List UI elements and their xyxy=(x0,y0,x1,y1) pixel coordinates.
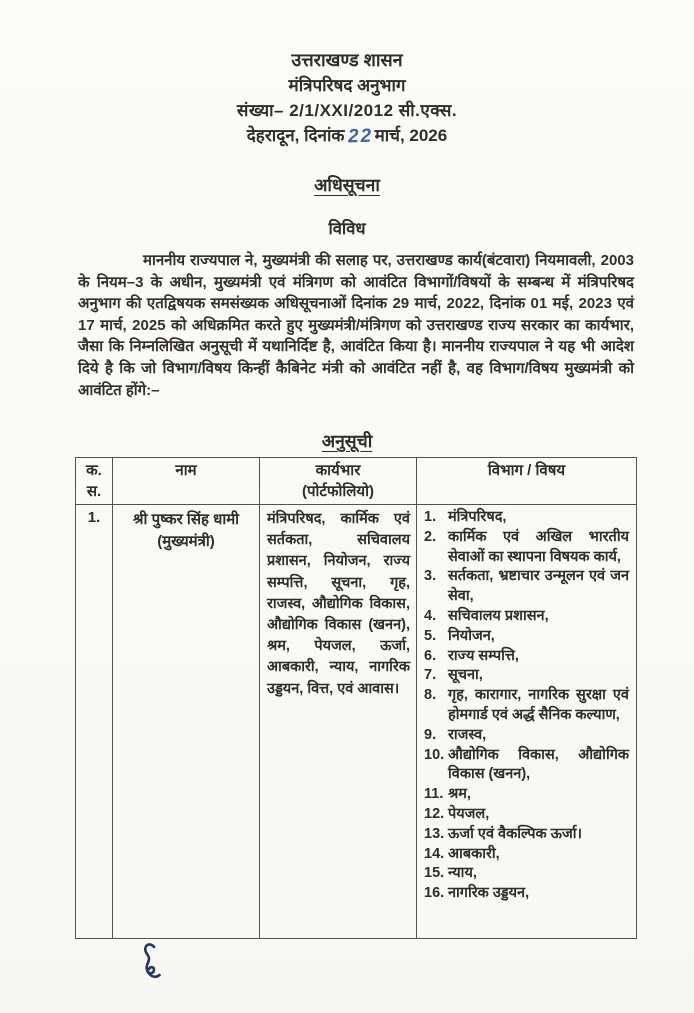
handwritten-date-day: 22 xyxy=(348,125,374,148)
department-item: 1. मंत्रिपरिषद, xyxy=(424,509,507,525)
cell-minister-name xyxy=(113,505,260,939)
handwritten-paraph-mark-icon xyxy=(138,941,170,989)
department-item: 14. आबकारी, xyxy=(424,845,500,862)
header-serial-number xyxy=(76,458,113,505)
cell-departments xyxy=(417,505,637,939)
department-item: 11. श्रम, xyxy=(424,786,471,803)
department-item: 13. ऊर्जा एवं वैकल्पिक ऊर्जा। xyxy=(424,825,583,842)
letterhead xyxy=(0,48,694,148)
allocation-table xyxy=(75,457,637,939)
department-item: 4. सचिवालय प्रशासन, xyxy=(424,607,549,624)
place-date-prefix: देहरादून, दिनांक xyxy=(246,126,345,145)
department-item: 12. पेयजल, xyxy=(424,805,490,822)
notification-number: संख्या– 2/1/XXI/2012 सी.एक्स. xyxy=(236,101,458,120)
table-header-row xyxy=(76,458,637,505)
header-serial-line1: क. xyxy=(86,462,102,479)
header-portfolio-line1: कार्यभार xyxy=(315,462,361,479)
government-name: उत्तराखण्ड शासन xyxy=(291,50,403,70)
header-portfolio-line2: (पोर्टफोलियो) xyxy=(301,483,375,500)
header-portfolio xyxy=(260,458,417,505)
department-section-name: मंत्रिपरिषद अनुभाग xyxy=(288,76,406,95)
department-item: 6. राज्य सम्पत्ति, xyxy=(424,647,519,664)
cell-portfolio: मंत्रिपरिषद, कार्मिक एवं सर्तकता, सचिवालय प्रशासन, नियोजन, राज्य सम्पत्ति, सूचना, गृह, राजस्व, औद्योगिक विकास, औद्योगिक विकास (खनन), श्रम, पेयजल, ऊर्जा, आबकारी, न्याय, नागरिक उड्डयन, वित्त, एवं आवास। xyxy=(260,505,417,939)
departments-list xyxy=(421,508,633,904)
notification-title: अधिसूचना xyxy=(314,175,380,195)
minister-name: श्री पुष्कर सिंह धामी xyxy=(132,511,240,528)
department-item: 2. कार्मिक एवं अखिल भारतीय सेवाओं का स्थापना विषयक कार्य, xyxy=(424,528,629,565)
department-item: 7. सूचना, xyxy=(424,667,483,684)
cell-serial-number: 1. xyxy=(76,505,113,939)
table-row xyxy=(76,505,637,939)
department-item: 8. गृह, कारागार, नागरिक सुरक्षा एवं होमगार्ड एवं अर्द्ध सैनिक कल्याण, xyxy=(424,687,629,723)
place-date-suffix: मार्च, 2026 xyxy=(374,126,448,145)
department-item: 5. नियोजन, xyxy=(424,627,495,644)
schedule-title: अनुसूची xyxy=(321,431,373,451)
header-departments: विभाग / विषय xyxy=(417,458,637,505)
notification-body-paragraph: माननीय राज्यपाल ने, मुख्यमंत्री की सलाह पर, उत्तराखण्ड कार्य(बंटवारा) नियमावली, 2003 के नियम–3 के अधीन, मुख्यमंत्री एवं मंत्रिगण को आवंटित विभागों/विषयों के सम्बन्ध में मंत्रिपरिषद अनुभाग की एतद्विषयक समसंख्यक अधिसूचनाओं दिनांक 29 मार्च, 2022, दिनांक 01 मई, 2023 एवं 17 मार्च, 2025 को अधिक्रमित करते हुए मुख्यमंत्री/मंत्रिगण को उत्तराखण्ड राज्य सरकार का कार्यभार, जैसा कि निम्नलिखित अनुसूची में यथानिर्दिष्ट है, आवंटित किया है। माननीय राज्यपाल ने यह भी आदेश दिये है कि जो विभाग/विषय किन्हीं कैबिनेट मंत्री को आवंटित नहीं है, वह विभाग/विषय मुख्यमंत्री को आवंटित होंगे:– xyxy=(78,252,634,399)
department-item: 10. औद्योगिक विकास, औद्योगिक विकास (खनन), xyxy=(424,746,629,783)
department-item: 16. नागरिक उड्डयन, xyxy=(424,885,530,902)
department-item: 9. राजस्व, xyxy=(424,726,487,743)
header-name: नाम xyxy=(113,458,260,505)
department-item: 15. न्याय, xyxy=(424,865,477,882)
notification-subtitle: विविध xyxy=(328,220,366,238)
header-serial-line2: स. xyxy=(86,483,102,500)
place-and-date-line xyxy=(0,123,694,148)
department-item: 3. सर्तकता, भ्रष्टाचार उन्मूलन एवं जन सेवा, xyxy=(424,568,629,605)
minister-designation: (मुख्यमंत्री) xyxy=(157,533,215,550)
